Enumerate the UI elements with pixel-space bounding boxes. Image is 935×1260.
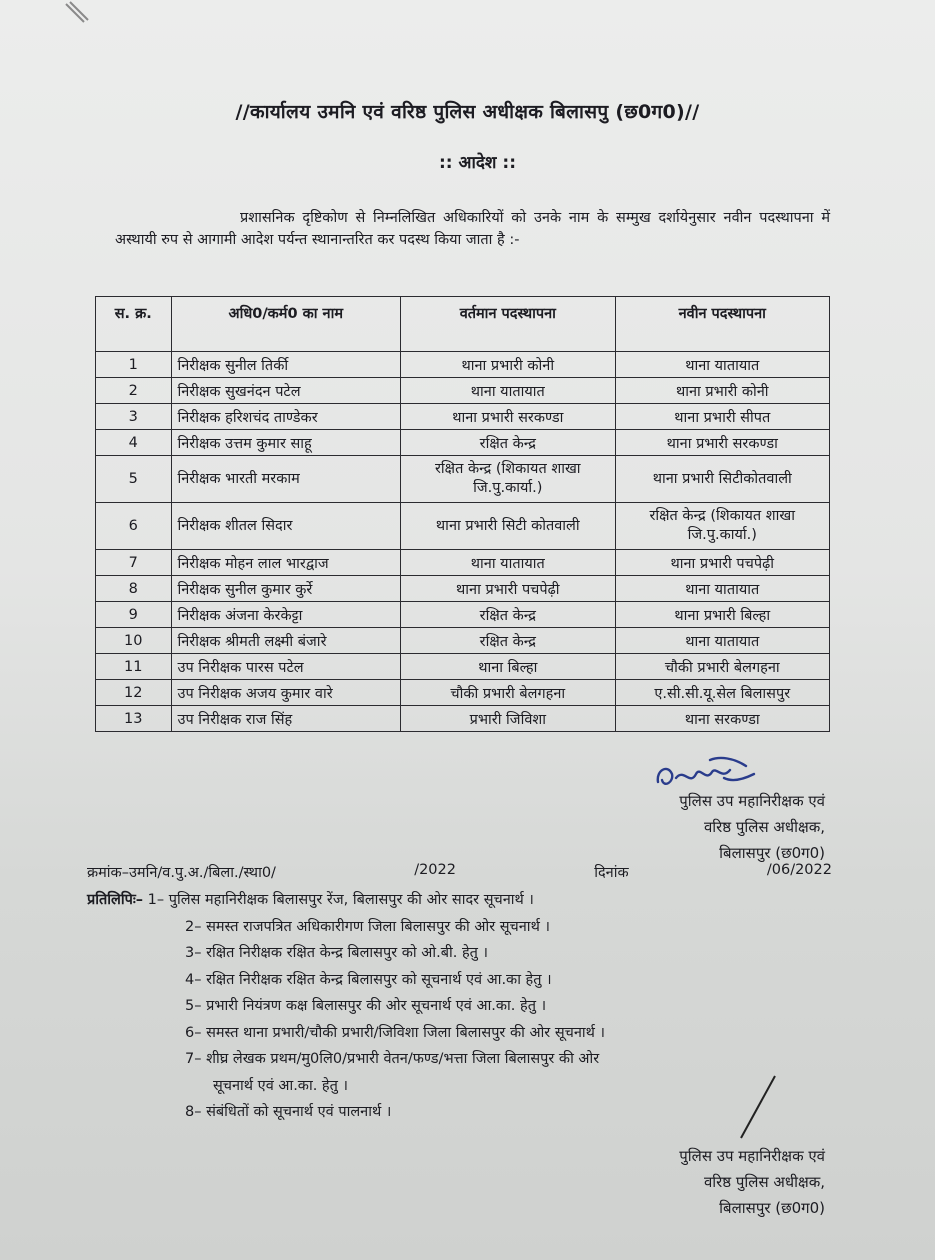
cell-new-posting: चौकी प्रभारी बेलगहना [615,654,829,680]
cell-name: निरीक्षक सुनील कुमार कुर्रे [171,576,401,602]
cell-sno: 1 [96,352,172,378]
table-row [96,602,830,628]
cell-new-posting: थाना प्रभारी पचपेढ़ी [615,550,829,576]
intro-paragraph: प्रशासनिक दृष्टिकोण से निम्नलिखित अधिकारियों को उनके नाम के सम्मुख दर्शायेनुसार नवीन पदस्थापना में अस्थायी रुप से आगामी आदेश पर्यन्त स्थानान्तरित कर पदस्थ किया जाता है :- [115,210,830,248]
cell-new-posting: थाना यातायात [615,628,829,654]
table-row [96,404,830,430]
cell-current-posting: थाना यातायात [401,550,615,576]
col-header-new-posting: नवीन पदस्थापना [615,297,829,352]
signature-designation-line-3: बिलासपुर (छ0ग0) [719,1199,825,1217]
table-row [96,654,830,680]
copy-item: 6– समस्त थाना प्रभारी/चौकी प्रभारी/जिविशा जिला बिलासपुर की ओर सूचनार्थ । [185,1024,606,1041]
col-header-sno: स. क्र. [96,297,172,352]
office-title: //कार्यालय उमनि एवं वरिष्ठ पुलिस अधीक्षक बिलासपु (छ0ग0)// [235,101,700,123]
cell-new-posting: थाना प्रभारी सीपत [615,404,829,430]
cell-name: निरीक्षक शीतल सिदार [171,503,401,550]
signature-designation-line-1: पुलिस उप महानिरीक्षक एवं [679,1147,825,1165]
table-row [96,456,830,503]
cell-current-posting: थाना बिल्हा [401,654,615,680]
copy-item-continuation: सूचनार्थ एवं आ.का. हेतु । [213,1077,348,1094]
table-row [96,706,830,732]
table-row [96,628,830,654]
cell-new-posting: थाना प्रभारी कोनी [615,378,829,404]
signature-designation-line-3: बिलासपुर (छ0ग0) [719,844,825,862]
cell-sno: 7 [96,550,172,576]
cell-sno: 3 [96,404,172,430]
cell-sno: 13 [96,706,172,732]
col-header-current-posting: वर्तमान पदस्थापना [401,297,615,352]
cell-current-posting: थाना प्रभारी कोनी [401,352,615,378]
cell-name: निरीक्षक भारती मरकाम [171,456,401,503]
cell-sno: 6 [96,503,172,550]
cell-new-posting: थाना सरकण्डा [615,706,829,732]
cell-sno: 8 [96,576,172,602]
cell-name: निरीक्षक श्रीमती लक्ष्मी बंजारे [171,628,401,654]
signature-block-1 [595,788,825,866]
cell-sno: 12 [96,680,172,706]
signature-stroke [735,1072,780,1142]
cell-current-posting: थाना प्रभारी पचपेढ़ी [401,576,615,602]
cell-name: निरीक्षक सुखनंदन पटेल [171,378,401,404]
cell-current-posting: चौकी प्रभारी बेलगहना [401,680,615,706]
signature-block-2 [595,1143,825,1221]
table-header-row [96,297,830,352]
cell-new-posting: थाना प्रभारी सिटीकोतवाली [615,456,829,503]
cell-new-posting: थाना यातायात [615,576,829,602]
copy-item: 7– शीघ्र लेखक प्रथम/मु0लि0/प्रभारी वेतन/फण्ड/भत्ता जिला बिलासपुर की ओर [185,1051,600,1067]
paper-clip-mark [62,0,92,28]
table-row [96,430,830,456]
cell-current-posting: प्रभारी जिविशा [401,706,615,732]
signature-designation-line-2: वरिष्ठ पुलिस अधीक्षक, [703,818,825,836]
cell-new-posting: थाना प्रभारी बिल्हा [615,602,829,628]
table-row [96,378,830,404]
cell-current-posting: रक्षित केन्द्र [401,628,615,654]
cell-current-posting: थाना प्रभारी सरकण्डा [401,404,615,430]
cell-current-posting: रक्षित केन्द्र [401,430,615,456]
cell-name: उप निरीक्षक पारस पटेल [171,654,401,680]
cell-new-posting: रक्षित केन्द्र (शिकायत शाखा जि.पु.कार्या.) [615,503,829,550]
cell-sno: 11 [96,654,172,680]
cell-sno: 2 [96,378,172,404]
cell-sno: 5 [96,456,172,503]
table-row [96,503,830,550]
cell-name: निरीक्षक हरिशचंद ताण्डेकर [171,404,401,430]
memo-date-label: दिनांक [594,865,629,881]
cell-name: निरीक्षक अंजना केरकेट्टा [171,602,401,628]
cell-name: निरीक्षक उत्तम कुमार साहू [171,430,401,456]
cell-name: उप निरीक्षक राज सिंह [171,706,401,732]
copy-item: 4– रक्षित निरीक्षक रक्षित केन्द्र बिलासपुर को सूचनार्थ एवं आ.का हेतु । [185,971,552,988]
copies-lead: प्रतिलिपिः– [87,892,144,908]
cell-name: निरीक्षक सुनील तिर्की [171,352,401,378]
memo-ref-number: क्रमांक–उमनि/व.पु.अ./बिला./स्था0/ [87,865,276,881]
signature-designation-line-2: वरिष्ठ पुलिस अधीक्षक, [703,1173,825,1191]
cell-sno: 4 [96,430,172,456]
cell-current-posting: थाना यातायात [401,378,615,404]
transfer-table [95,296,830,732]
copy-item: 3– रक्षित निरीक्षक रक्षित केन्द्र बिलासपुर को ओ.बी. हेतु । [185,945,489,961]
col-header-name: अधि0/कर्म0 का नाम [171,297,401,352]
copy-item: 8– संबंधितों को सूचनार्थ एवं पालनार्थ । [185,1104,392,1120]
copy-item: 5– प्रभारी नियंत्रण कक्ष बिलासपुर की ओर सूचनार्थ एवं आ.का. हेतु । [185,998,547,1014]
copy-item: 1– पुलिस महानिरीक्षक बिलासपुर रेंज, बिलासपुर की ओर सादर सूचनार्थ । [147,892,534,908]
order-title: :: आदेश :: [439,153,516,173]
signature-designation-line-1: पुलिस उप महानिरीक्षक एवं [679,792,825,810]
cell-current-posting: थाना प्रभारी सिटी कोतवाली [401,503,615,550]
cell-current-posting: रक्षित केन्द्र (शिकायत शाखा जि.पु.कार्या.) [401,456,615,503]
cell-sno: 10 [96,628,172,654]
copy-item: 2– समस्त राजपत्रित अधिकारीगण जिला बिलासपुर की ओर सूचनार्थ । [185,918,550,935]
table-row [96,680,830,706]
cell-name: निरीक्षक मोहन लाल भारद्वाज [171,550,401,576]
table-row [96,550,830,576]
cell-new-posting: थाना यातायात [615,352,829,378]
cell-new-posting: थाना प्रभारी सरकण्डा [615,430,829,456]
cell-new-posting: ए.सी.सी.यू.सेल बिलासपुर [615,680,829,706]
memo-date: /06/2022 [766,862,832,878]
cell-sno: 9 [96,602,172,628]
copies-list [87,887,847,1126]
memo-reference-line [87,862,832,882]
table-row [96,352,830,378]
cell-name: उप निरीक्षक अजय कुमार वारे [171,680,401,706]
table-row [96,576,830,602]
memo-year: /2022 [414,862,456,878]
cell-current-posting: रक्षित केन्द्र [401,602,615,628]
